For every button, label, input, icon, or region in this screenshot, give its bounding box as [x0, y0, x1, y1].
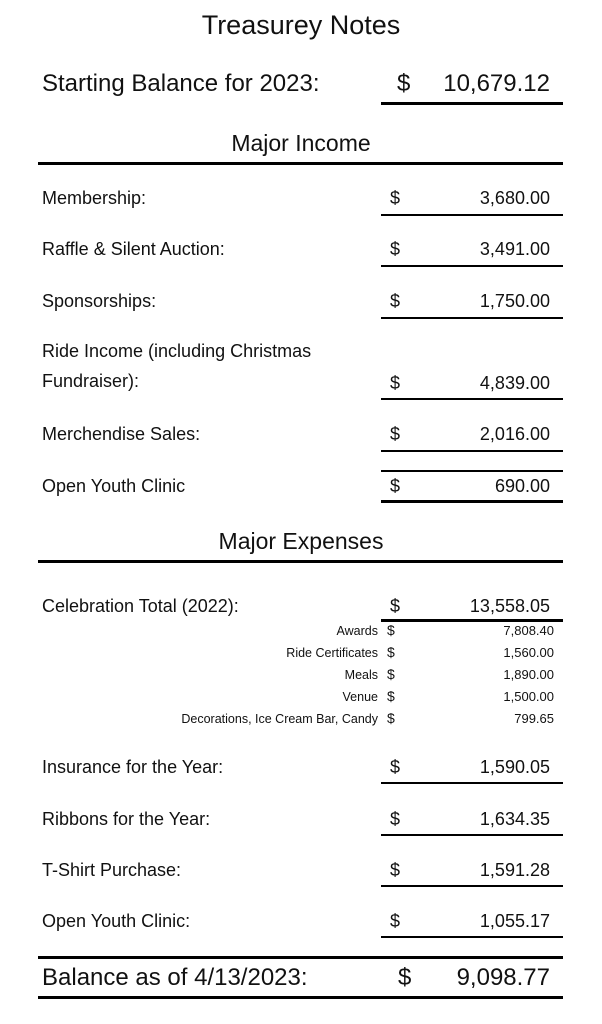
income-sponsorships-underline — [381, 317, 563, 319]
income-clinic-currency: $ — [390, 476, 401, 496]
breakdown-decorations-currency: $ — [387, 710, 395, 726]
celebration-total-underline — [381, 619, 563, 622]
income-ride-currency: $ — [390, 373, 401, 393]
ending-balance-currency: $ — [398, 964, 412, 991]
page-title: Treasurey Notes — [201, 10, 401, 40]
expense-clinic-label: Open Youth Clinic: — [42, 911, 191, 931]
ending-balance-underline — [38, 996, 563, 999]
expense-ribbons-underline — [381, 834, 563, 836]
expense-clinic-underline — [381, 936, 563, 938]
expense-tshirt-underline — [381, 885, 563, 887]
income-heading: Major Income — [231, 130, 371, 156]
ending-balance-overline — [38, 956, 563, 959]
income-raffle-currency: $ — [390, 239, 401, 259]
income-raffle-underline — [381, 265, 563, 267]
income-merch-value: 2,016.00 — [479, 424, 550, 444]
income-merch-currency: $ — [390, 424, 401, 444]
income-heading-rule — [38, 162, 563, 165]
income-clinic-underline — [381, 500, 563, 503]
breakdown-meals-label: Meals — [344, 668, 378, 682]
breakdown-decorations-value: 799.65 — [514, 711, 554, 726]
celebration-total-label: Celebration Total (2022): — [42, 596, 239, 616]
starting-balance-value: 10,679.12 — [443, 70, 550, 97]
expense-ribbons-currency: $ — [390, 809, 401, 829]
expenses-heading: Major Expenses — [218, 528, 384, 554]
income-clinic-label: Open Youth Clinic — [42, 476, 186, 496]
celebration-total-currency: $ — [390, 596, 401, 616]
breakdown-awards-label: Awards — [336, 624, 378, 638]
income-ride-value: 4,839.00 — [479, 373, 550, 393]
ending-balance-value: 9,098.77 — [456, 964, 550, 991]
starting-balance-underline — [381, 102, 563, 105]
starting-balance-label: Starting Balance for 2023: — [42, 70, 320, 97]
income-membership-currency: $ — [390, 188, 401, 208]
breakdown-venue-label: Venue — [342, 690, 378, 704]
income-ride-underline — [381, 398, 563, 400]
breakdown-venue-currency: $ — [387, 688, 395, 704]
income-merch-label: Merchendise Sales: — [42, 424, 201, 444]
income-sponsorships-label: Sponsorships: — [42, 291, 157, 311]
celebration-total-value: 13,558.05 — [469, 596, 550, 616]
breakdown-decorations-label: Decorations, Ice Cream Bar, Candy — [181, 712, 378, 726]
breakdown-meals-value: 1,890.00 — [503, 667, 554, 682]
expense-ribbons-value: 1,634.35 — [479, 809, 550, 829]
expenses-heading-rule — [38, 560, 563, 563]
expense-insurance-label: Insurance for the Year: — [42, 757, 224, 777]
income-sponsorships-currency: $ — [390, 291, 401, 311]
breakdown-meals-currency: $ — [387, 666, 395, 682]
income-sponsorships-value: 1,750.00 — [479, 291, 550, 311]
income-clinic-value: 690.00 — [494, 476, 550, 496]
income-clinic-overline — [381, 470, 563, 472]
breakdown-certificates-currency: $ — [387, 644, 395, 660]
expense-insurance-underline — [381, 782, 563, 784]
ending-balance-label: Balance as of 4/13/2023: — [42, 964, 308, 991]
starting-balance-currency: $ — [397, 70, 411, 97]
expense-tshirt-value: 1,591.28 — [479, 860, 550, 880]
income-ride-label-line2: Fundraiser): — [42, 371, 140, 391]
income-merch-underline — [381, 450, 563, 452]
breakdown-venue-value: 1,500.00 — [503, 689, 554, 704]
expense-insurance-value: 1,590.05 — [479, 757, 550, 777]
breakdown-awards-value: 7,808.40 — [503, 623, 554, 638]
income-membership-value: 3,680.00 — [479, 188, 550, 208]
income-ride-label-line1: Ride Income (including Christmas — [42, 341, 312, 361]
expense-tshirt-currency: $ — [390, 860, 401, 880]
expense-tshirt-label: T-Shirt Purchase: — [42, 860, 182, 880]
breakdown-certificates-value: 1,560.00 — [503, 645, 554, 660]
expense-ribbons-label: Ribbons for the Year: — [42, 809, 211, 829]
income-raffle-label: Raffle & Silent Auction: — [42, 239, 225, 259]
income-raffle-value: 3,491.00 — [479, 239, 550, 259]
breakdown-awards-currency: $ — [387, 622, 395, 638]
expense-insurance-currency: $ — [390, 757, 401, 777]
breakdown-certificates-label: Ride Certificates — [286, 646, 378, 660]
income-membership-underline — [381, 214, 563, 216]
income-membership-label: Membership: — [42, 188, 147, 208]
expense-clinic-value: 1,055.17 — [479, 911, 550, 931]
expense-clinic-currency: $ — [390, 911, 401, 931]
